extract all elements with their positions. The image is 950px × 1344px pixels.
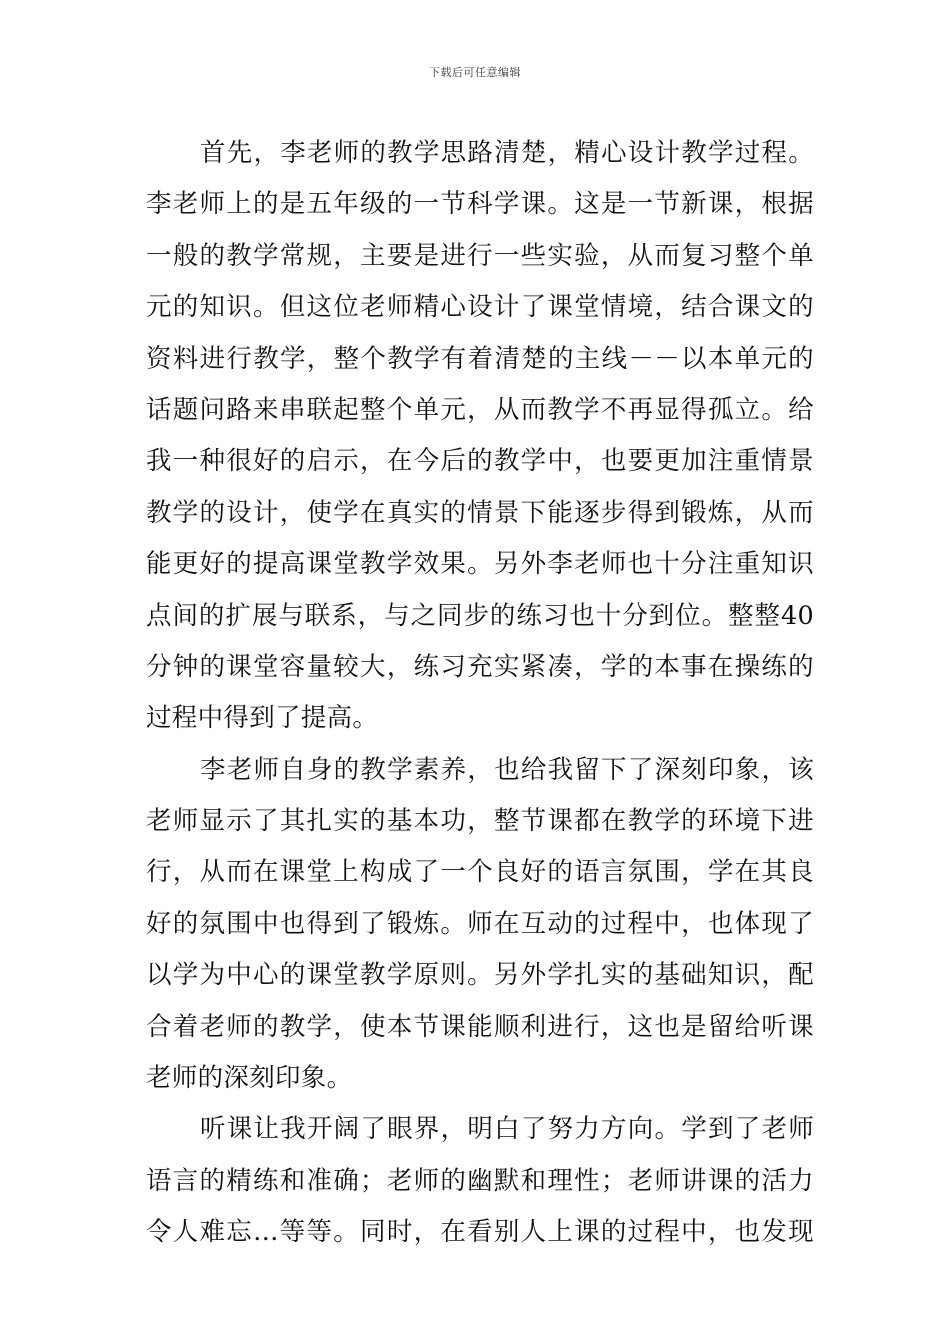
- paragraph-2-line-5: 以学为中心的课堂教学原则。另外学扎实的基础知识，配: [146, 960, 814, 991]
- paragraph-1-line-3: 一般的教学常规，主要是进行一些实验，从而复习整个单: [146, 240, 814, 271]
- paragraph-1-line-4: 元的知识。但这位老师精心设计了课堂情境，结合课文的: [146, 292, 814, 323]
- paragraph-1-line-1: 首先，李老师的教学思路清楚，精心设计教学过程。: [200, 138, 814, 168]
- paragraph-3-line-2: 语言的精练和准确；老师的幽默和理性；老师讲课的活力: [146, 1165, 814, 1196]
- paragraph-2-line-2: 老师显示了其扎实的基本功，整节课都在教学的环境下进: [146, 806, 814, 837]
- paragraph-2-line-6: 合着老师的教学，使本节课能顺利进行，这也是留给听课: [146, 1011, 814, 1042]
- paragraph-1-line-8: 教学的设计，使学在真实的情景下能逐步得到锻炼，从而: [146, 497, 814, 528]
- paragraph-1-line-2: 李老师上的是五年级的一节科学课。这是一节新课，根据: [146, 189, 814, 220]
- paragraph-2-line-7: 老师的深刻印象。: [146, 1063, 353, 1094]
- paragraph-2-line-1: 李老师自身的教学素养，也给我留下了深刻印象，该: [200, 754, 814, 785]
- paragraph-1-line-6: 话题问路来串联起整个单元，从而教学不再显得孤立。给: [146, 394, 814, 425]
- paragraph-1-line-10: 点间的扩展与联系，与之同步的练习也十分到位。整整40: [146, 600, 814, 631]
- body-text: [146, 128, 814, 1259]
- paragraph-2-line-4: 好的氛围中也得到了锻炼。师在互动的过程中，也体现了: [146, 908, 814, 939]
- paragraph-1-line-9: 能更好的提高课堂教学效果。另外李老师也十分注重知识: [146, 549, 814, 580]
- paragraph-1-line-5: 资料进行教学，整个教学有着清楚的主线－－以本单元的: [146, 343, 814, 374]
- paragraph-1-line-7: 我一种很好的启示，在今后的教学中，也要更加注重情景: [146, 446, 814, 477]
- paragraph-3-line-1: 听课让我开阔了眼界，明白了努力方向。学到了老师: [200, 1114, 814, 1145]
- paragraph-3-line-3: 令人难忘…等等。同时，在看别人上课的过程中，也发现: [146, 1217, 814, 1248]
- paragraph-1-line-12: 过程中得到了提高。: [146, 703, 379, 734]
- paragraph-2-line-3: 行，从而在课堂上构成了一个良好的语言氛围，学在其良: [146, 857, 814, 888]
- header-note: 下载后可任意编辑: [429, 66, 521, 79]
- paragraph-1-line-11: 分钟的课堂容量较大，练习充实紧凑，学的本事在操练的: [146, 651, 814, 682]
